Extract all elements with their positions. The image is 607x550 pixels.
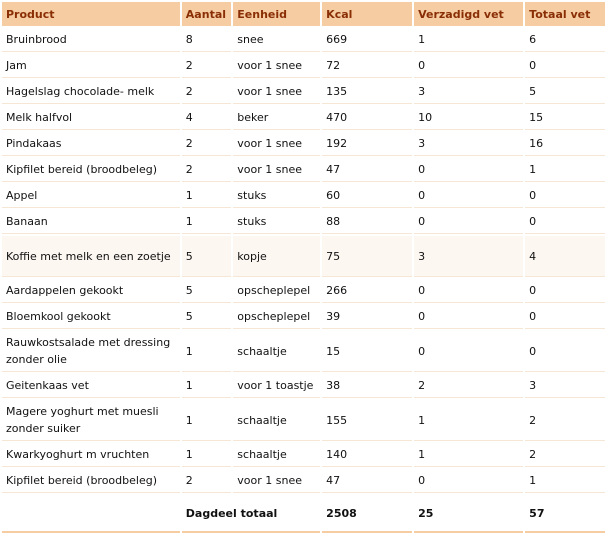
cell-totaal-vet: 1 bbox=[525, 158, 605, 182]
table-row bbox=[2, 132, 605, 156]
cell-verzadigd-vet: 3 bbox=[414, 80, 523, 104]
cell-aantal: 2 bbox=[182, 158, 232, 182]
cell-kcal: 266 bbox=[322, 279, 412, 303]
cell-eenheid: voor 1 snee bbox=[233, 132, 320, 156]
cell-verzadigd-vet: 0 bbox=[414, 184, 523, 208]
table-row bbox=[2, 443, 605, 467]
cell-aantal: 1 bbox=[182, 210, 232, 234]
cell-eenheid: voor 1 snee bbox=[233, 80, 320, 104]
cell-totaal-vet: 15 bbox=[525, 106, 605, 130]
cell-product: Kipfilet bereid (broodbeleg) bbox=[2, 469, 180, 493]
table-row bbox=[2, 80, 605, 104]
total-totaal-vet: 57 bbox=[525, 495, 605, 533]
cell-verzadigd-vet: 0 bbox=[414, 305, 523, 329]
cell-kcal: 72 bbox=[322, 54, 412, 78]
cell-totaal-vet: 0 bbox=[525, 331, 605, 372]
table-row bbox=[2, 210, 605, 234]
cell-totaal-vet: 0 bbox=[525, 279, 605, 303]
table-row bbox=[2, 469, 605, 493]
cell-kcal: 38 bbox=[322, 374, 412, 398]
total-kcal: 2508 bbox=[322, 495, 412, 533]
table-row bbox=[2, 184, 605, 208]
cell-kcal: 669 bbox=[322, 28, 412, 52]
cell-aantal: 2 bbox=[182, 132, 232, 156]
cell-aantal: 5 bbox=[182, 305, 232, 329]
cell-aantal: 1 bbox=[182, 400, 232, 441]
cell-aantal: 2 bbox=[182, 54, 232, 78]
cell-kcal: 470 bbox=[322, 106, 412, 130]
cell-aantal: 5 bbox=[182, 279, 232, 303]
column-header-aantal: Aantal bbox=[182, 2, 232, 26]
cell-aantal: 2 bbox=[182, 469, 232, 493]
table-row bbox=[2, 305, 605, 329]
cell-totaal-vet: 3 bbox=[525, 374, 605, 398]
cell-totaal-vet: 4 bbox=[525, 236, 605, 277]
column-header-verzadigd-vet: Verzadigd vet bbox=[414, 2, 523, 26]
cell-product: Melk halfvol bbox=[2, 106, 180, 130]
cell-aantal: 2 bbox=[182, 80, 232, 104]
cell-verzadigd-vet: 1 bbox=[414, 443, 523, 467]
column-header-eenheid: Eenheid bbox=[233, 2, 320, 26]
cell-kcal: 140 bbox=[322, 443, 412, 467]
cell-kcal: 60 bbox=[322, 184, 412, 208]
cell-totaal-vet: 0 bbox=[525, 54, 605, 78]
cell-kcal: 75 bbox=[322, 236, 412, 277]
cell-verzadigd-vet: 0 bbox=[414, 279, 523, 303]
table-row bbox=[2, 54, 605, 78]
cell-totaal-vet: 1 bbox=[525, 469, 605, 493]
table-row bbox=[2, 374, 605, 398]
table-row bbox=[2, 331, 605, 372]
cell-kcal: 47 bbox=[322, 158, 412, 182]
cell-kcal: 39 bbox=[322, 305, 412, 329]
table-row bbox=[2, 279, 605, 303]
cell-kcal: 88 bbox=[322, 210, 412, 234]
cell-aantal: 4 bbox=[182, 106, 232, 130]
table-row bbox=[2, 106, 605, 130]
cell-eenheid: snee bbox=[233, 28, 320, 52]
cell-verzadigd-vet: 2 bbox=[414, 374, 523, 398]
cell-product: Koffie met melk en een zoetje bbox=[2, 236, 180, 277]
cell-product: Kipfilet bereid (broodbeleg) bbox=[2, 158, 180, 182]
cell-verzadigd-vet: 0 bbox=[414, 158, 523, 182]
cell-kcal: 155 bbox=[322, 400, 412, 441]
cell-aantal: 1 bbox=[182, 184, 232, 208]
table-row bbox=[2, 400, 605, 441]
cell-verzadigd-vet: 0 bbox=[414, 331, 523, 372]
cell-verzadigd-vet: 1 bbox=[414, 28, 523, 52]
table-row bbox=[2, 28, 605, 52]
column-header-product: Product bbox=[2, 2, 180, 26]
cell-totaal-vet: 2 bbox=[525, 443, 605, 467]
cell-product: Banaan bbox=[2, 210, 180, 234]
cell-eenheid: schaaltje bbox=[233, 400, 320, 441]
cell-product: Appel bbox=[2, 184, 180, 208]
cell-kcal: 47 bbox=[322, 469, 412, 493]
column-header-totaal-vet: Totaal vet bbox=[525, 2, 605, 26]
cell-product: Aardappelen gekookt bbox=[2, 279, 180, 303]
cell-aantal: 8 bbox=[182, 28, 232, 52]
cell-eenheid: stuks bbox=[233, 184, 320, 208]
cell-eenheid: voor 1 snee bbox=[233, 158, 320, 182]
cell-aantal: 1 bbox=[182, 443, 232, 467]
cell-product: Magere yoghurt met muesli zonder suiker bbox=[2, 400, 180, 441]
cell-product: Kwarkyoghurt m vruchten bbox=[2, 443, 180, 467]
total-empty-cell bbox=[2, 495, 180, 533]
cell-product: Bruinbrood bbox=[2, 28, 180, 52]
column-header-kcal: Kcal bbox=[322, 2, 412, 26]
cell-verzadigd-vet: 3 bbox=[414, 236, 523, 277]
cell-verzadigd-vet: 3 bbox=[414, 132, 523, 156]
cell-eenheid: stuks bbox=[233, 210, 320, 234]
cell-product: Pindakaas bbox=[2, 132, 180, 156]
total-row bbox=[2, 495, 605, 533]
cell-verzadigd-vet: 0 bbox=[414, 210, 523, 234]
cell-totaal-vet: 5 bbox=[525, 80, 605, 104]
cell-product: Hagelslag chocolade- melk bbox=[2, 80, 180, 104]
cell-verzadigd-vet: 10 bbox=[414, 106, 523, 130]
cell-product: Bloemkool gekookt bbox=[2, 305, 180, 329]
cell-totaal-vet: 6 bbox=[525, 28, 605, 52]
cell-totaal-vet: 0 bbox=[525, 184, 605, 208]
cell-product: Jam bbox=[2, 54, 180, 78]
cell-kcal: 135 bbox=[322, 80, 412, 104]
cell-verzadigd-vet: 0 bbox=[414, 54, 523, 78]
cell-eenheid: opscheplepel bbox=[233, 305, 320, 329]
cell-eenheid: beker bbox=[233, 106, 320, 130]
cell-eenheid: schaaltje bbox=[233, 443, 320, 467]
cell-aantal: 5 bbox=[182, 236, 232, 277]
cell-product: Rauwkostsalade met dressing zonder olie bbox=[2, 331, 180, 372]
cell-eenheid: voor 1 snee bbox=[233, 469, 320, 493]
cell-totaal-vet: 16 bbox=[525, 132, 605, 156]
cell-product: Geitenkaas vet bbox=[2, 374, 180, 398]
total-label: Dagdeel totaal bbox=[182, 495, 320, 533]
cell-eenheid: voor 1 toastje bbox=[233, 374, 320, 398]
cell-eenheid: schaaltje bbox=[233, 331, 320, 372]
cell-eenheid: kopje bbox=[233, 236, 320, 277]
table-row bbox=[2, 236, 605, 277]
table-row bbox=[2, 158, 605, 182]
cell-aantal: 1 bbox=[182, 374, 232, 398]
total-verzadigd-vet: 25 bbox=[414, 495, 523, 533]
cell-aantal: 1 bbox=[182, 331, 232, 372]
cell-eenheid: voor 1 snee bbox=[233, 54, 320, 78]
cell-eenheid: opscheplepel bbox=[233, 279, 320, 303]
cell-totaal-vet: 0 bbox=[525, 305, 605, 329]
cell-verzadigd-vet: 1 bbox=[414, 400, 523, 441]
cell-kcal: 192 bbox=[322, 132, 412, 156]
cell-totaal-vet: 2 bbox=[525, 400, 605, 441]
cell-kcal: 15 bbox=[322, 331, 412, 372]
header-row bbox=[2, 2, 605, 26]
cell-verzadigd-vet: 0 bbox=[414, 469, 523, 493]
cell-totaal-vet: 0 bbox=[525, 210, 605, 234]
